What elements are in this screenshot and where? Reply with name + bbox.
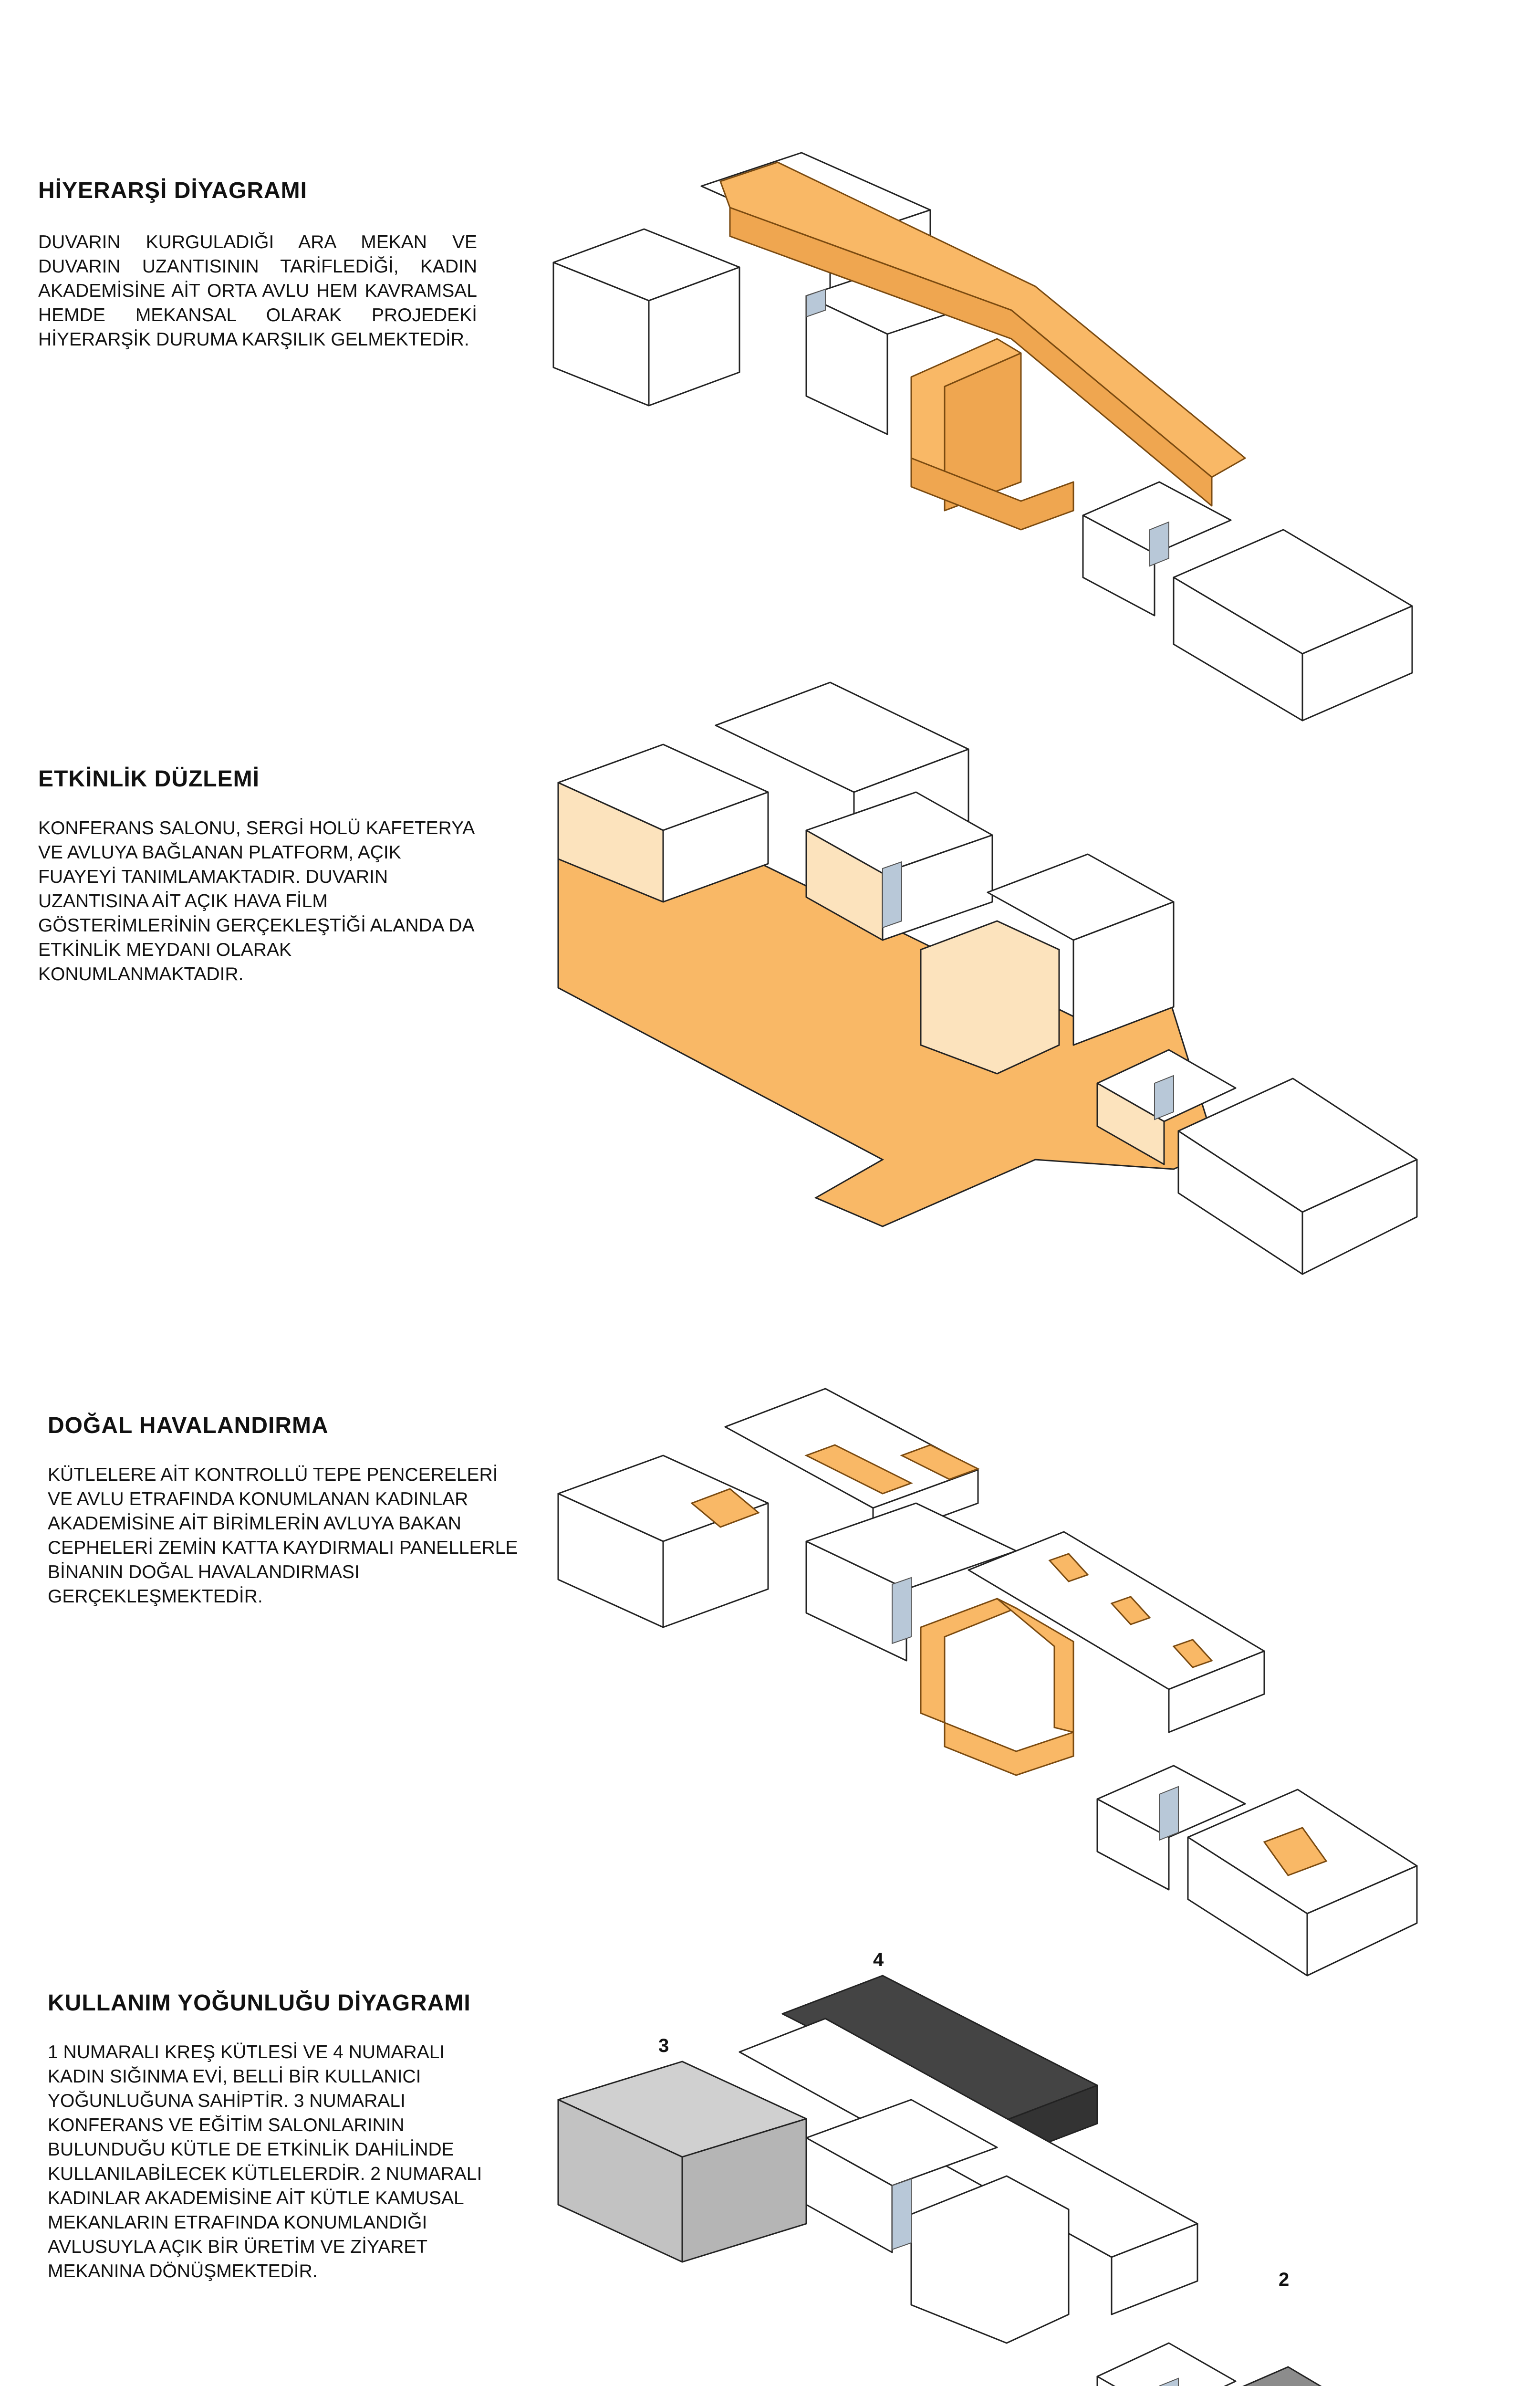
activity-diagram: [539, 654, 1446, 1303]
density-body: 1 NUMARALI KREŞ KÜTLESİ VE 4 NUMARALI KADIN SIĞINMA EVİ, BELLİ BİR KULLANICI YOĞUNLUĞUNA SAHİPTİR. 3 NUMARALI KONFERANS VE EĞİTİM SALONLARININ BULUNDUĞU KÜTLE DE ETKİNLİK DAHİLİNDE KULLANILABİLECEK KÜTLELERDİR. 2 NUMARALI KADINLAR AKADEMİSİNE AİT KÜTLE KAMUSAL MEKANLARIN ETRAFINDA KONUMLANDIĞI AVLUSUYLA AÇIK BİR ÜRETİM VE ZİYARET MEKANINA DÖNÜŞMEKTEDİR.: [48, 2042, 482, 2281]
ventilation-body: KÜTLELERE AİT KONTROLLÜ TEPE PENCERELERİ VE AVLU ETRAFINDA KONUMLANAN KADINLAR AKADEMİSİNE AİT BİRİMLERİN AVLUYA BAKAN CEPHELERİ ZEMİN KATTA KAYDIRMALI PANELLERLE BİNANIN DOĞAL HAVALANDIRMASI GERÇEKLEŞMEKTEDİR.: [48, 1465, 518, 1607]
courtyard-panels: [921, 1599, 1016, 1723]
hierarchy-body: DUVARIN KURGULADIĞI ARA MEKAN VE DUVARIN UZANTISININ TARİFLEDİĞİ, KADIN AKADEMİSİNE AİT ORTA AVLU HEM KAVRAMSAL HEMDE MEKANSAL OLARAK PROJEDEKİ HİYERARŞİK DURUMA KARŞILIK GELMEKTEDİR.: [38, 232, 477, 350]
hierarchy-title: HİYERARŞİ DİYAGRAMI: [38, 178, 307, 203]
activity-body: KONFERANS SALONU, SERGİ HOLÜ KAFETERYA VE AVLUYA BAĞLANAN PLATFORM, AÇIK FUAYEYİ TANIMLAMAKTADIR. DUVARIN UZANTISINA AİT AÇIK HAVA FİLM GÖSTERİMLERİNİN GERÇEKLEŞTİĞİ ALANDA DA ETKİNLİK MEYDANI OLARAK KONUMLANMAKTADIR.: [38, 818, 474, 984]
density-diagram: [539, 1918, 1446, 2386]
activity-title: ETKİNLİK DÜZLEMİ: [38, 766, 260, 792]
ventilation-diagram: [539, 1360, 1446, 2009]
ventilation-title: DOĞAL HAVALANDIRMA: [48, 1413, 329, 1438]
density-label-2: 2: [1279, 2269, 1290, 2290]
density-title: KULLANIM YOĞUNLUĞU DİYAGRAMI: [48, 1990, 471, 2016]
density-label-4: 4: [873, 1949, 884, 1970]
density-label-3: 3: [658, 2035, 669, 2056]
